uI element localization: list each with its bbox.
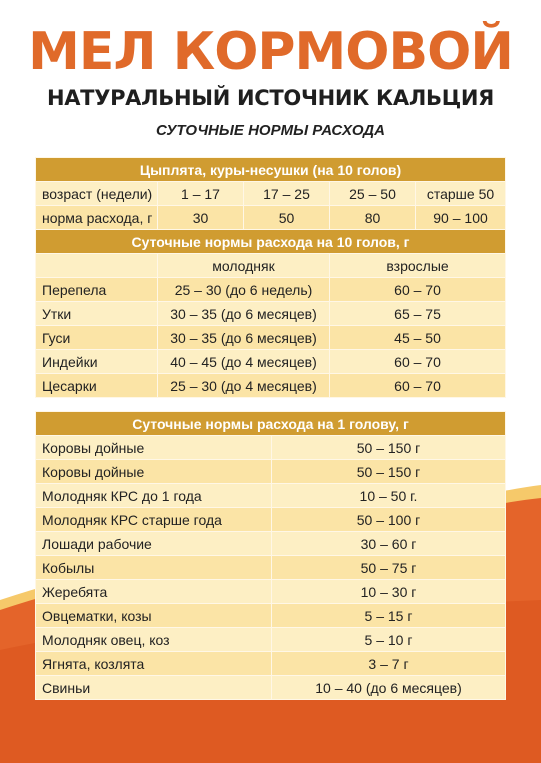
age-cell: старше 50 bbox=[416, 182, 506, 206]
animal-name: Свиньи bbox=[36, 676, 272, 700]
poster-title: МЕЛ КОРМОВОЙ bbox=[28, 22, 513, 82]
animal-norm: 50 – 100 г bbox=[272, 508, 506, 532]
bird-name: Цесарки bbox=[36, 374, 158, 398]
bird-young: 40 – 45 (до 4 месяцев) bbox=[158, 350, 330, 374]
poultry-norms-table bbox=[35, 157, 506, 398]
bird-row bbox=[36, 350, 506, 374]
animal-name: Молодняк овец, коз bbox=[36, 628, 272, 652]
livestock-norms-table bbox=[35, 411, 506, 700]
bird-row bbox=[36, 302, 506, 326]
age-label: возраст (недели) bbox=[36, 182, 158, 206]
animal-norm: 10 – 50 г. bbox=[272, 484, 506, 508]
animal-name: Коровы дойные bbox=[36, 460, 272, 484]
norms-caption: СУТОЧНЫЕ НОРМЫ РАСХОДА bbox=[156, 122, 385, 139]
livestock-row bbox=[36, 484, 506, 508]
col-adult: взрослые bbox=[330, 254, 506, 278]
bird-adult: 65 – 75 bbox=[330, 302, 506, 326]
bird-name: Индейки bbox=[36, 350, 158, 374]
livestock-row bbox=[36, 652, 506, 676]
bird-row bbox=[36, 278, 506, 302]
animal-name: Ягнята, козлята bbox=[36, 652, 272, 676]
livestock-header-row bbox=[36, 412, 506, 436]
livestock-row bbox=[36, 508, 506, 532]
bird-name: Утки bbox=[36, 302, 158, 326]
animal-norm: 30 – 60 г bbox=[272, 532, 506, 556]
animal-norm: 5 – 10 г bbox=[272, 628, 506, 652]
animal-norm: 10 – 40 (до 6 месяцев) bbox=[272, 676, 506, 700]
livestock-row bbox=[36, 676, 506, 700]
bird-adult: 60 – 70 bbox=[330, 278, 506, 302]
bird-young: 30 – 35 (до 6 месяцев) bbox=[158, 326, 330, 350]
bird-name: Перепела bbox=[36, 278, 158, 302]
bird-row bbox=[36, 374, 506, 398]
livestock-row bbox=[36, 532, 506, 556]
bird-row bbox=[36, 326, 506, 350]
norm-cell: 50 bbox=[244, 206, 330, 230]
chickens-header-row bbox=[36, 158, 506, 182]
bird-young: 25 – 30 (до 4 месяцев) bbox=[158, 374, 330, 398]
age-cell: 17 – 25 bbox=[244, 182, 330, 206]
animal-name: Жеребята bbox=[36, 580, 272, 604]
livestock-row bbox=[36, 628, 506, 652]
animal-norm: 3 – 7 г bbox=[272, 652, 506, 676]
poster-subtitle: НАТУРАЛЬНЫЙ ИСТОЧНИК КАЛЬЦИЯ bbox=[46, 86, 495, 110]
norm-cell: 30 bbox=[158, 206, 244, 230]
animal-norm: 50 – 150 г bbox=[272, 436, 506, 460]
livestock-row bbox=[36, 556, 506, 580]
birds-blank-cell bbox=[36, 254, 158, 278]
bird-adult: 45 – 50 bbox=[330, 326, 506, 350]
livestock-row bbox=[36, 580, 506, 604]
col-young: молодняк bbox=[158, 254, 330, 278]
norm-label: норма расхода, г bbox=[36, 206, 158, 230]
chickens-header: Цыплята, куры-несушки (на 10 голов) bbox=[36, 158, 506, 182]
animal-name: Коровы дойные bbox=[36, 436, 272, 460]
animal-name: Кобылы bbox=[36, 556, 272, 580]
animal-norm: 10 – 30 г bbox=[272, 580, 506, 604]
animal-norm: 50 – 150 г bbox=[272, 460, 506, 484]
birds-columns-row bbox=[36, 254, 506, 278]
livestock-row bbox=[36, 460, 506, 484]
bird-adult: 60 – 70 bbox=[330, 374, 506, 398]
bird-young: 30 – 35 (до 6 месяцев) bbox=[158, 302, 330, 326]
animal-name: Овцематки, козы bbox=[36, 604, 272, 628]
age-cell: 1 – 17 bbox=[158, 182, 244, 206]
norm-cell: 90 – 100 bbox=[416, 206, 506, 230]
animal-norm: 5 – 15 г bbox=[272, 604, 506, 628]
birds-header-row bbox=[36, 230, 506, 254]
animal-name: Лошади рабочие bbox=[36, 532, 272, 556]
animal-name: Молодняк КРС до 1 года bbox=[36, 484, 272, 508]
norm-row bbox=[36, 206, 506, 230]
animal-norm: 50 – 75 г bbox=[272, 556, 506, 580]
norm-cell: 80 bbox=[330, 206, 416, 230]
birds-header: Суточные нормы расхода на 10 голов, г bbox=[36, 230, 506, 254]
bird-young: 25 – 30 (до 6 недель) bbox=[158, 278, 330, 302]
livestock-row bbox=[36, 436, 506, 460]
animal-name: Молодняк КРС старше года bbox=[36, 508, 272, 532]
bird-name: Гуси bbox=[36, 326, 158, 350]
livestock-row bbox=[36, 604, 506, 628]
bird-adult: 60 – 70 bbox=[330, 350, 506, 374]
age-row bbox=[36, 182, 506, 206]
livestock-header: Суточные нормы расхода на 1 голову, г bbox=[36, 412, 506, 436]
age-cell: 25 – 50 bbox=[330, 182, 416, 206]
